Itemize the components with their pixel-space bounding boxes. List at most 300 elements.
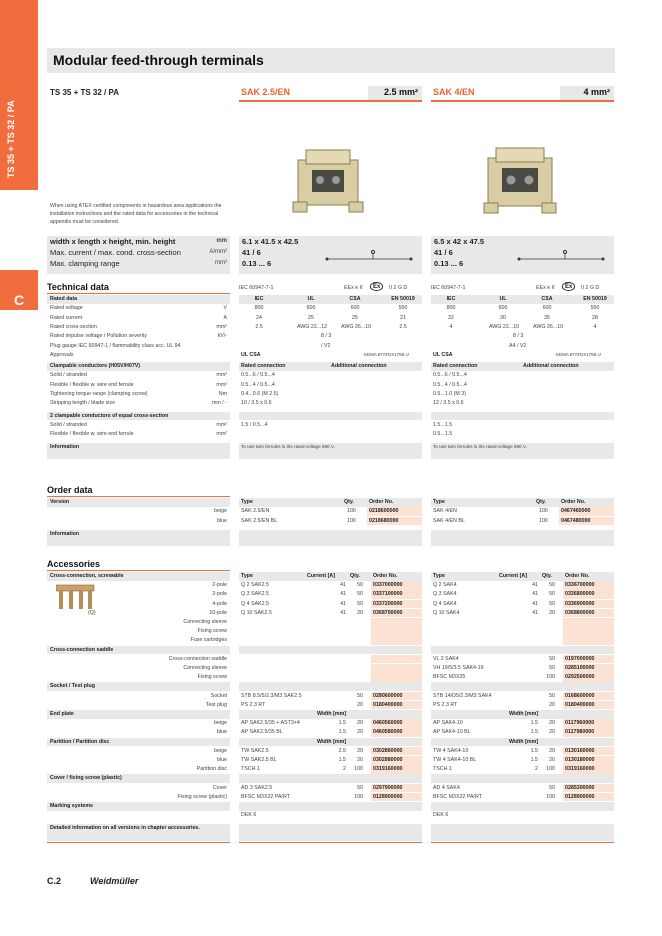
acc-type: Q 2 SAK2.5	[241, 582, 269, 589]
acc-type: AP SAK2.5/35 BL	[241, 729, 283, 736]
acc-current: 41	[340, 600, 346, 607]
divider	[47, 293, 230, 294]
voltage-value: 550	[590, 305, 600, 312]
col-header: UL	[307, 296, 315, 302]
product-2-name: SAK 4/EN	[433, 87, 475, 97]
divider	[431, 842, 614, 843]
acc-group: Marking systems	[47, 802, 230, 811]
acc-current: 41	[340, 609, 346, 616]
acc-qty: 50	[549, 784, 555, 791]
voltage-value: 550	[398, 305, 408, 312]
spec-label-dimensions: width x length x height, min. height mm	[50, 237, 227, 246]
terminal-image-2	[480, 140, 560, 220]
acc-current: 1.5	[338, 729, 346, 736]
clamp-value: 0.5...1.0 (M 3)	[433, 391, 466, 397]
col-type: Type	[241, 573, 253, 579]
divider	[47, 496, 230, 497]
atex-label: EEx e II	[536, 285, 555, 291]
col-order: Order No.	[369, 499, 394, 505]
atex-label: II 2 G D	[581, 285, 600, 291]
col-qty: Qty.	[344, 499, 354, 505]
col-qty: Qty.	[542, 573, 552, 579]
wire-diagram-2	[517, 247, 607, 267]
clamp-row-label: Tightening torque range (clamping screw) Nm	[50, 391, 227, 397]
col-header: EN 50019	[391, 296, 415, 302]
acc-label: 10-pole	[209, 609, 227, 616]
acc-label: Test plug	[205, 701, 227, 708]
acc-prefix: (Q)	[88, 609, 96, 616]
clamp-value: 0.5...4 / 0.5...4	[241, 381, 275, 388]
acc-order: 0168600000	[565, 692, 595, 699]
acc-order: 0336800000	[565, 591, 595, 598]
band	[431, 530, 614, 546]
clamp-row-label: Stripping length / blade size mm / -	[50, 400, 227, 407]
order-highlight	[563, 618, 614, 627]
chapter-letter: C	[0, 270, 38, 310]
col-width: Width [mm]	[509, 738, 539, 745]
acc-qty: 50	[549, 591, 555, 598]
acc-type: TSCH 1	[433, 766, 452, 773]
acc-type: Q 10 SAK4	[433, 609, 460, 616]
tech-row-label: Rated impulse voltage / Pollution severity kV/-	[50, 333, 227, 340]
acc-type: AP SAK2.5/35 + AST3+4	[241, 720, 300, 727]
two-conductor-heading: 2 clampable conductors of equal cross-section	[47, 412, 230, 421]
acc-order: 0128900000	[373, 793, 403, 800]
version-label: Version	[47, 498, 230, 507]
acc-order: 0117980000	[565, 729, 595, 736]
order-number: 0467460000	[561, 508, 591, 515]
clamp-value: 0.5...6 / 0.5...4	[241, 372, 275, 379]
order-type: SAK 2.5/EN BL	[241, 517, 278, 524]
impulse-value: 8 / 3	[321, 333, 332, 340]
kema-cert: KEMA 97ATEX1798 U	[556, 351, 601, 357]
two-row-label: Flexible / flexible w. wire end ferrule mm²	[50, 431, 227, 438]
spec-value: 41 / 6	[242, 248, 261, 257]
order-qty: 100	[347, 517, 356, 524]
two-value: 1.5...1.5	[433, 421, 453, 428]
acc-label: beige	[214, 747, 227, 754]
acc-type: TW 4 SAK4-10 BL	[433, 757, 477, 763]
acc-type: Q 3 SAK4	[433, 591, 457, 598]
spec-value: 0.13 ... 6	[242, 259, 272, 268]
acc-type: Q 2 SAK4	[433, 582, 457, 589]
acc-type: TW SAK2.5 BL	[241, 757, 277, 763]
acc-label: Cover	[212, 784, 227, 791]
acc-order: 0180400000	[565, 701, 595, 708]
cross-value: AWG 22...10	[489, 323, 520, 330]
accessories-heading: Accessories	[47, 559, 101, 569]
band	[431, 774, 614, 783]
current-value: 24	[256, 314, 262, 321]
acc-order: 0302860000	[373, 747, 403, 754]
tech-row-label: Rated data	[47, 295, 230, 304]
acc-qty: 50	[549, 665, 555, 671]
tech-row-label: Rated voltage V	[50, 305, 227, 312]
impulse-value: 8 / 3	[513, 333, 524, 340]
clamp-value: 10 / 3.5 x 0.6	[241, 400, 272, 407]
cross-value: 2.5	[255, 323, 263, 330]
acc-current: 41	[532, 591, 538, 598]
order-heading: Order data	[47, 485, 93, 495]
acc-qty: 20	[549, 747, 555, 754]
acc-qty: 50	[357, 784, 363, 791]
band	[431, 412, 614, 421]
col-type: Type	[433, 499, 445, 505]
acc-qty: 20	[357, 757, 363, 763]
acc-qty: 50	[357, 600, 363, 607]
atex-label: EEx e II	[344, 285, 363, 291]
ex-logo: Ex	[370, 282, 383, 291]
current-value: 21	[400, 314, 406, 321]
tech-row-label: Rated current A	[50, 314, 227, 321]
band	[239, 646, 422, 655]
acc-group: Cross-connection, screwable	[47, 572, 230, 581]
acc-label: Fixing screw	[197, 628, 227, 635]
current-value: 30	[500, 314, 506, 321]
approval-marks: UL CSA	[433, 351, 453, 358]
acc-label: Socket	[210, 692, 227, 699]
col-header: CSA	[349, 296, 361, 302]
band	[239, 682, 422, 691]
acc-order: 0292500000	[565, 674, 595, 681]
tech-row-label: Rated cross-section mm²	[50, 323, 227, 330]
voltage-value: 800	[446, 305, 456, 312]
acc-order: 0128900000	[565, 793, 595, 800]
acc-order: 0130160000	[565, 747, 595, 754]
col-header: IEC	[446, 296, 456, 302]
acc-label: Fixing screw (plastic)	[177, 793, 227, 800]
divider	[47, 570, 230, 571]
band	[239, 774, 422, 783]
acc-type: TSCH 1	[241, 766, 260, 773]
order-highlight	[563, 627, 614, 636]
acc-order: 0197000000	[565, 655, 595, 662]
acc-label: 3-pole	[212, 591, 227, 598]
acc-order: 0302880000	[373, 757, 403, 763]
order-highlight	[371, 627, 422, 636]
order-highlight	[371, 655, 422, 664]
acc-footnote: Detailed information on all versions in chapter accessories.	[47, 824, 230, 841]
acc-type: Q 4 SAK2.5	[241, 600, 269, 607]
order-number: 0218600000	[369, 508, 399, 515]
acc-label: Fuse cartridges	[190, 637, 227, 644]
col-width: Width [mm]	[317, 738, 347, 745]
acc-qty: 100	[354, 793, 363, 800]
acc-order: 0368700000	[373, 609, 403, 616]
clamp-row-label: Solid / stranded mm²	[50, 372, 227, 379]
standard-label: IEC 60947-7-1	[431, 285, 466, 291]
clamp-value: 0.4...0.6 (M 2.5)	[241, 391, 279, 397]
acc-qty: 100	[546, 793, 555, 800]
standard-label: IEC 60947-7-1	[239, 285, 274, 291]
acc-order: 0319160000	[373, 766, 403, 773]
acc-qty: 50	[357, 591, 363, 598]
acc-type: AD 3 SAK2.5	[241, 784, 273, 791]
atex-note: When using ATEX certified components in hazardous area applications the installation instructions and the rated data for accessories in the technical appendix must be considered.	[50, 203, 222, 225]
product-2-size: 4 mm²	[560, 86, 614, 100]
band	[239, 412, 422, 421]
acc-group: Cover / fixing screw (plastic)	[47, 774, 230, 783]
spec-labels	[47, 236, 230, 274]
acc-current: 1.5	[530, 747, 538, 754]
col-header: CSA	[541, 296, 553, 302]
acc-type: AD 4 SAK4	[433, 784, 460, 791]
acc-type: DEK 6	[241, 812, 257, 819]
acc-type: STB 14/D5/2.3/M3 SAK4	[433, 692, 492, 699]
acc-current	[526, 692, 538, 701]
order-highlight	[371, 636, 422, 645]
acc-order: 0337000000	[373, 582, 403, 589]
clamp-heading: Clampable conductors (H05V/H07V)	[47, 362, 230, 371]
acc-order: 0280600000	[373, 692, 403, 699]
order-type: SAK 2.5/EN	[241, 508, 270, 515]
acc-label: Partition disc	[196, 766, 227, 773]
acc-label: blue	[216, 757, 227, 763]
order-type: SAK 4/EN BL	[433, 517, 465, 524]
acc-order: 0460580000	[373, 729, 403, 736]
col-type: Type	[241, 499, 253, 505]
acc-order: 0460560000	[373, 720, 403, 727]
acc-type: AP SAK4-10 BL	[433, 729, 471, 736]
info-text: To use twin ferrules is the rated voltage 690 V.	[433, 443, 527, 449]
acc-order: 0285100000	[565, 665, 595, 671]
divider	[239, 842, 422, 843]
clamp-row-label: Flexible / flexible w. wire end ferrule mm²	[50, 381, 227, 388]
col-qty: Qty.	[350, 573, 360, 579]
acc-order: 0336700000	[565, 582, 595, 589]
version-color: beige	[214, 508, 227, 515]
band	[431, 802, 614, 811]
cross-value: AWG 26...10	[341, 323, 372, 330]
cross-connection-image	[56, 583, 96, 613]
acc-current: 41	[340, 591, 346, 598]
current-value: 32	[448, 314, 454, 321]
acc-type: TW 4 SAK4-10	[433, 747, 469, 754]
col-header: IEC	[254, 296, 264, 302]
acc-qty: 50	[549, 582, 555, 589]
acc-qty: 20	[357, 747, 363, 754]
order-qty: 100	[539, 508, 548, 515]
voltage-value: 600	[306, 305, 316, 312]
acc-order: 0368800000	[565, 609, 595, 616]
acc-type: BFSC M3X22 PA/RT	[241, 793, 290, 800]
band	[431, 682, 614, 691]
subtitle: TS 35 + TS 32 / PA	[50, 88, 119, 97]
current-value: 25	[352, 314, 358, 321]
acc-qty: 50	[549, 600, 555, 607]
acc-qty: 20	[549, 609, 555, 616]
acc-order: 0337200000	[373, 600, 403, 607]
additional-connection: Additional connection	[523, 363, 579, 370]
product-2-header	[431, 86, 614, 102]
acc-type: Q 3 SAK2.5	[241, 591, 269, 598]
acc-current	[526, 664, 538, 673]
order-number: 0218680000	[369, 517, 399, 524]
voltage-value: 600	[350, 305, 360, 312]
spec-value: 6.5 x 42 x 47.5	[434, 237, 485, 246]
spec-value: 6.1 x 41.5 x 42.5	[242, 237, 299, 246]
acc-order: 0319160000	[565, 766, 595, 773]
spec-value: 0.13 ... 6	[434, 259, 464, 268]
acc-current	[526, 655, 538, 664]
two-row-label: Solid / stranded mm²	[50, 421, 227, 428]
acc-group: Cross-connection saddle	[47, 646, 230, 655]
order-highlight	[371, 618, 422, 627]
acc-qty: 20	[549, 729, 555, 736]
current-value: 25	[308, 314, 314, 321]
acc-qty: 100	[546, 674, 555, 681]
acc-type: PS 2.3 RT	[241, 701, 266, 708]
terminal-image-1	[288, 140, 368, 220]
acc-qty: 20	[549, 757, 555, 763]
clamp-value: 12 / 3.5 x 0.6	[433, 400, 464, 407]
acc-label: Connecting sleeve	[183, 619, 227, 625]
product-1-header	[239, 86, 422, 102]
band	[431, 498, 614, 507]
band	[431, 646, 614, 655]
current-value: 35	[544, 314, 550, 321]
side-tab	[0, 0, 38, 190]
clamp-value: 0.5...4 / 0.5...4	[433, 381, 467, 388]
acc-current	[526, 793, 538, 802]
clamp-value: 0.5...6 / 0.5...4	[433, 372, 467, 379]
col-order: Order No.	[373, 573, 398, 579]
order-highlight	[371, 664, 422, 673]
acc-order: 0117960000	[565, 720, 595, 727]
tech-row-label: Plug gauge IEC 60947-1 / flammability class acc. UL 94	[50, 342, 181, 349]
acc-order: 0285300000	[565, 784, 595, 791]
version-color: blue	[216, 517, 227, 524]
acc-current: 2	[535, 766, 538, 773]
acc-order: 0130180000	[565, 757, 595, 763]
atex-label: II 2 G D	[389, 285, 408, 291]
voltage-value: 800	[254, 305, 264, 312]
divider	[47, 842, 230, 843]
acc-current	[526, 701, 538, 710]
band	[239, 802, 422, 811]
product-1-name: SAK 2.5/EN	[241, 87, 291, 97]
acc-order: 0180400000	[373, 701, 403, 708]
band	[239, 498, 422, 507]
two-value: 0.5...1.5	[433, 431, 453, 438]
order-type: SAK 4/EN	[433, 508, 457, 515]
acc-type: Q 10 SAK2.5	[241, 609, 272, 616]
col-width: Width [mm]	[509, 711, 539, 717]
acc-group: Socket / Test plug	[47, 682, 230, 691]
two-value: 1.5 / 0.5...4	[241, 421, 268, 428]
order-number: 0467480000	[561, 517, 591, 524]
acc-type: DEK 6	[433, 812, 449, 819]
order-qty: 100	[347, 508, 356, 515]
cross-value: 2.5	[399, 323, 407, 330]
spec-label-current: Max. current / max. cond. cross-section A/mm²	[50, 248, 227, 257]
acc-qty: 100	[546, 766, 555, 773]
acc-label: beige	[214, 720, 227, 727]
col-order: Order No.	[565, 573, 590, 579]
acc-qty: 50	[357, 582, 363, 589]
acc-label: blue	[216, 729, 227, 736]
acc-label: 2-pole	[212, 582, 227, 589]
band	[431, 824, 614, 841]
acc-current: 41	[532, 600, 538, 607]
voltage-value: 600	[542, 305, 552, 312]
acc-current	[526, 673, 538, 682]
acc-type: BFSC M3X22 PA/RT	[433, 793, 482, 800]
acc-label	[47, 811, 230, 820]
acc-current: 41	[532, 582, 538, 589]
acc-current	[334, 701, 346, 710]
acc-label: Connecting sleeve	[183, 665, 227, 671]
acc-qty: 50	[549, 655, 555, 662]
approval-marks: UL CSA	[241, 351, 261, 358]
current-value: 28	[592, 314, 598, 321]
acc-current: 1.5	[530, 729, 538, 736]
spec-value: 41 / 6	[434, 248, 453, 257]
col-qty: Qty.	[536, 499, 546, 505]
acc-qty: 20	[357, 701, 363, 708]
acc-qty: 20	[357, 609, 363, 616]
acc-type: AP SAK4-10	[433, 720, 463, 727]
order-qty: 100	[539, 517, 548, 524]
acc-current: 2	[343, 766, 346, 773]
acc-order: 0297900000	[373, 784, 403, 791]
cross-value: AWG 22...12	[297, 323, 328, 330]
order-info-label: Information	[47, 530, 230, 546]
acc-current	[334, 692, 346, 701]
acc-type: TW SAK2.5	[241, 747, 269, 754]
product-1-size: 2.5 mm²	[368, 86, 422, 100]
acc-current	[334, 784, 346, 793]
spec-label-clamping: Max. clamping range mm²	[50, 259, 227, 268]
gauge-value: A4 / V2	[509, 342, 527, 349]
col-width: Width [mm]	[317, 711, 347, 717]
acc-qty: 20	[357, 729, 363, 736]
rated-connection: Rated connection	[433, 363, 478, 370]
cross-value: 4	[449, 323, 453, 330]
band	[239, 530, 422, 546]
technical-heading: Technical data	[47, 282, 109, 292]
acc-type: VH 19/5/3.5 SAK4-16	[433, 665, 484, 671]
col-type: Type	[433, 573, 445, 579]
acc-label: Fixing screw	[197, 674, 227, 681]
acc-qty: 20	[549, 701, 555, 708]
brand-logo: Weidmüller	[90, 876, 139, 886]
col-current: Current [A]	[307, 573, 335, 579]
acc-type: PS 2.3 RT	[433, 701, 458, 708]
band	[239, 824, 422, 841]
acc-current: 1.5	[530, 720, 538, 727]
info-label: Information	[47, 443, 230, 459]
wire-diagram-1	[325, 247, 415, 267]
order-highlight	[371, 673, 422, 682]
kema-cert: KEMA 97ATEX1798 U	[364, 351, 409, 357]
acc-type: STB 8.5/5/2.3/M3 SAK2.5	[241, 692, 302, 699]
acc-current: 2.5	[338, 747, 346, 754]
acc-type: BFSC M3X25	[433, 674, 466, 681]
ex-logo: Ex	[562, 282, 575, 291]
acc-current: 41	[340, 582, 346, 589]
acc-qty: 50	[357, 692, 363, 699]
acc-type: Q 4 SAK4	[433, 600, 457, 607]
voltage-value: 600	[498, 305, 508, 312]
acc-type: VL 2 SAK4	[433, 655, 459, 662]
acc-current: 1.5	[338, 757, 346, 763]
acc-qty: 20	[549, 720, 555, 727]
page-title: Modular feed-through terminals	[47, 48, 615, 73]
acc-current: 1.5	[338, 720, 346, 727]
acc-current: 1.5	[530, 757, 538, 763]
acc-qty: 50	[549, 692, 555, 699]
